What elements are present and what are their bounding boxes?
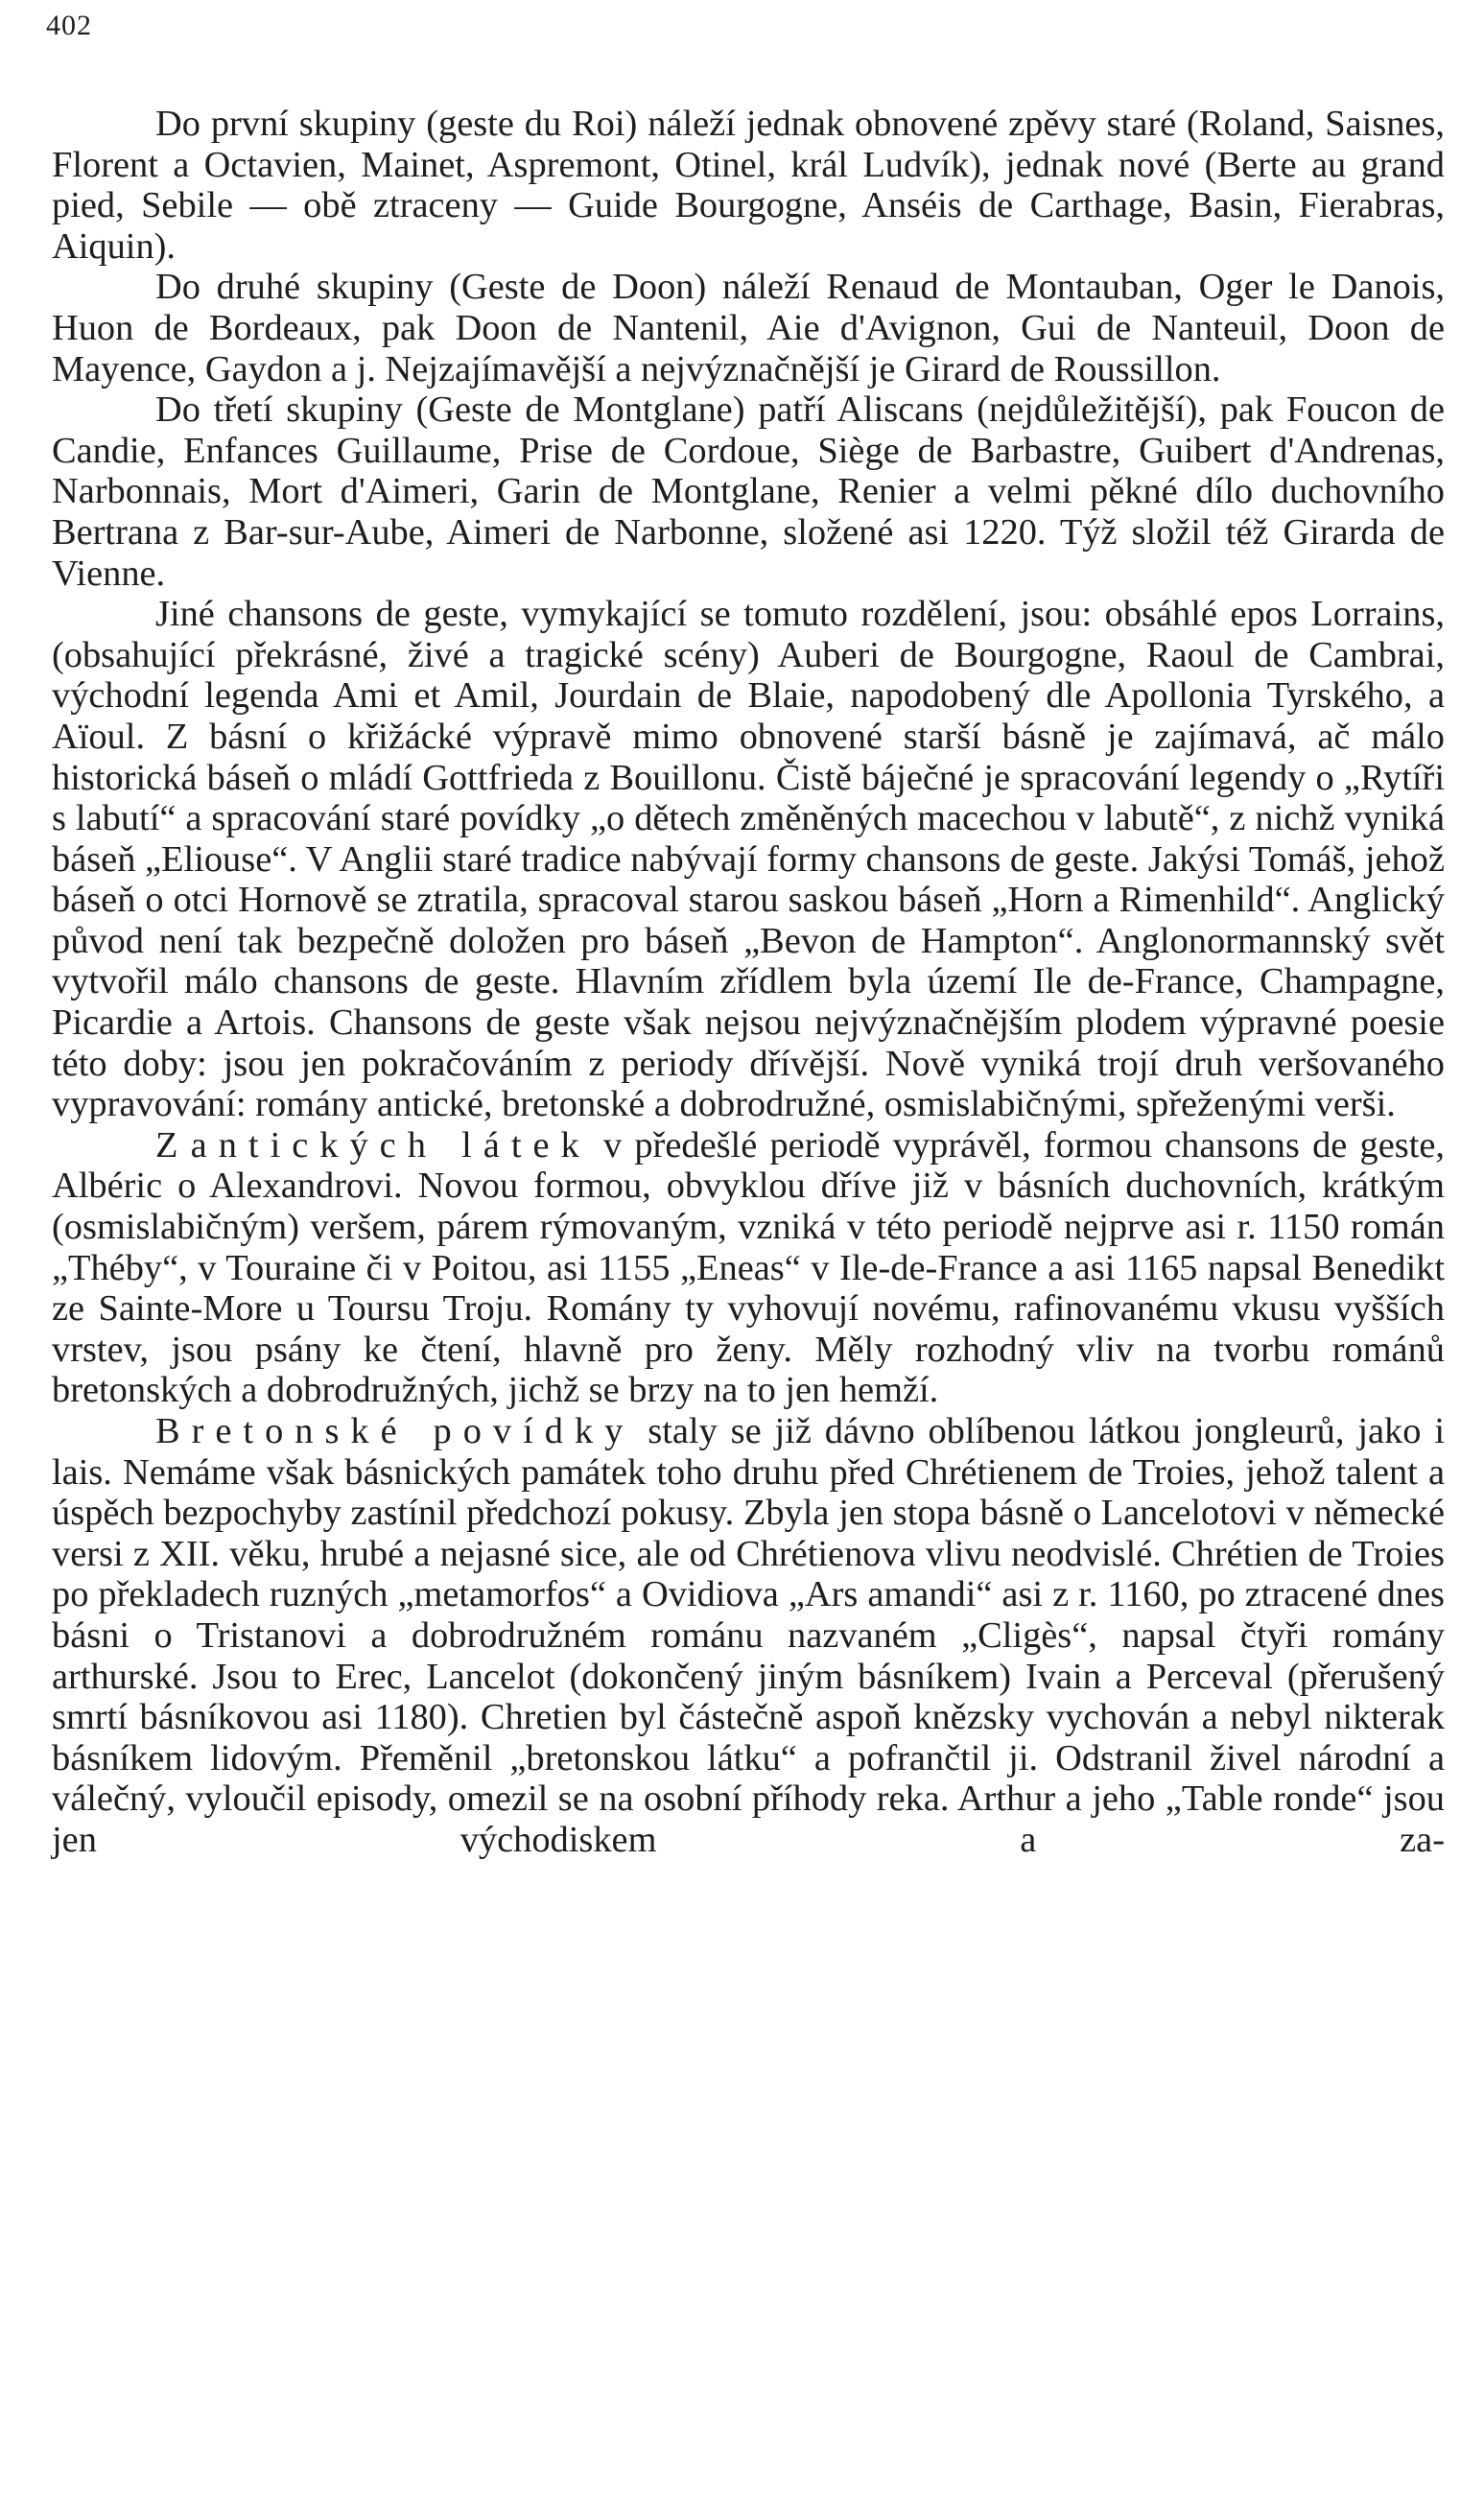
paragraph-antique-subjects bbox=[52, 1125, 1445, 1411]
antique-body-text: v předešlé periodě vyprávěl, formou chansons de geste, Albéric o Alexandrovi. Novou formou, obvyklou dříve již v básních duchovních, krátkým (osmislabičným) veršem, párem rýmovaným, vzniká v této periodě nejprve asi r. 1150 román „Théby“, v Touraine či v Poitou, asi 1155 „Eneas“ v Ile-de-France a asi 1165 napsal Benedikt ze Sainte-More u Toursu Troju. Romány ty vyhovují novému, rafinovanému vkusu vyšších vrstev, jsou psány ke čtení, hlavně pro ženy. Měly rozhodný vliv na tvorbu románů bretonských a dobrodružných, jichž se brzy na to jen hemží. bbox=[52, 1124, 1446, 1411]
breton-body-text: staly se již dávno oblíbenou látkou jongleurů, jako i lais. Nemáme však básnických památek toho druhu před Chrétienem de Troies, jehož talent a úspěch bezpochyby zastínil předchozí pokusy. Zbyla jen stopa básně o Lancelotovi v německé versi z XII. věku, hrubé a nejasné sice, ale od Chrétienova vlivu neodvislé. Chrétien de Troies po překladech ruzných „metamorfos“ a Ovidiova „Ars amandi“ asi z r. 1160, po ztracené dnes básni o Tristanovi a dobrodružném románu nazvaném „Cligès“, napsal čtyři romány arthurské. Jsou to Erec, Lancelot (dokončený jiným básníkem) Ivain a Perceval (přerušený smrtí básníkovou asi 1180). Chretien byl částečně aspoň knězsky vychován a nebyl nikterak básníkem lidovým. Přeměnil „bretonskou látku“ a pofrančtil ji. Odstranil živel národní a válečný, vyloučil episody, omezil se na osobní příhody reka. Arthur a jeho „Table ronde“ jsou jen východiskem a za- bbox=[52, 1411, 1445, 1860]
paragraph-first-group: Do první skupiny (geste du Roi) náleží jednak obnovené zpěvy staré (Roland, Saisnes, Florent a Octavien, Mainet, Aspremont, Otinel, král Ludvík), jednak nové (Berte au grand pied, Sebile — obě ztraceny — Guide Bourgogne, Anséis de Carthage, Basin, Fierabras, Aiquin). bbox=[52, 104, 1445, 267]
paragraph-other-chansons: Jiné chansons de geste, vymykající se tomuto rozdělení, jsou: obsáhlé epos Lorrains, (obsahující překrásné, živé a tragické scény) Auberi de Bourgogne, Raoul de Cambrai, východní legenda Ami et Amil, Jourdain de Blaie, napodobený dle Apollonia Tyrského, a Aïoul. Z básní o křižácké výpravě mimo obnovené starší básně je zajímavá, ač málo historická báseň o mládí Gottfrieda z Bouillonu. Čistě báječné je spracování legendy o „Rytíři s labutí“ a spracování staré povídky „o dětech změněných macechou v labutě“, z nichž vyniká báseň „Eliouse“. V Anglii staré tradice nabývají formy chansons de geste. Jakýsi Tomáš, jehož báseň o otci Hornově se ztratila, spracoval starou saskou báseň „Horn a Rimenhild“. Anglický původ není tak bezpečně doložen pro báseň „Bevon de Hampton“. Anglonormannský svět vytvořil málo chansons de geste. Hlavním zřídlem byla území Ile de-France, Champagne, Picardie a Artois. Chansons de geste však nejsou nejvýznačnějším plodem výpravné poesie této doby: jsou jen pokračováním z periody dřívější. Nově vyniká trojí druh veršovaného vypravování: romány antické, bretonské a dobrodružné, osmislabičnými, spřeženými verši. bbox=[52, 594, 1445, 1125]
breton-spaced-heading: Bretonské povídky bbox=[155, 1411, 635, 1451]
paragraph-third-group: Do třetí skupiny (Geste de Montglane) patří Aliscans (nejdůležitější), pak Foucon de Candie, Enfances Guillaume, Prise de Cordoue, Siège de Barbastre, Guibert d'Andrenas, Narbonnais, Mort d'Aimeri, Garin de Montglane, Renier a velmi pěkné dílo duchovního Bertrana z Bar-sur-Aube, Aimeri de Narbonne, složené asi 1220. Týž složil též Girarda de Vienne. bbox=[52, 389, 1445, 594]
page-number: 402 bbox=[46, 10, 92, 41]
antique-lead-letter: Z bbox=[155, 1124, 178, 1166]
text-body bbox=[52, 104, 1445, 1861]
antique-spaced-heading: antických látek bbox=[190, 1124, 591, 1166]
paragraph-breton-tales bbox=[52, 1411, 1445, 1861]
paragraph-second-group: Do druhé skupiny (Geste de Doon) náleží Renaud de Montauban, Oger le Danois, Huon de Bordeaux, pak Doon de Nantenil, Aie d'Avignon, Gui de Nanteuil, Doon de Mayence, Gaydon a j. Nejzajímavější a nejvýznačnější je Girard de Roussillon. bbox=[52, 267, 1445, 389]
